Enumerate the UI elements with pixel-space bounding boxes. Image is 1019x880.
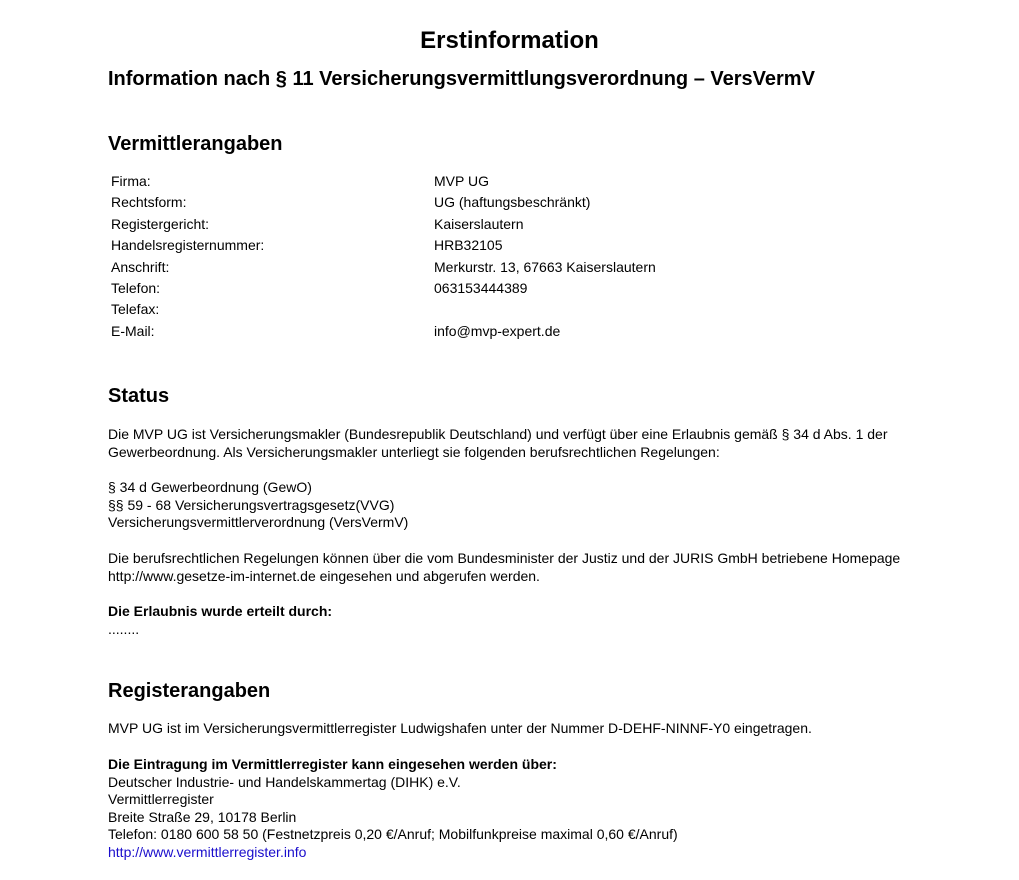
regulations-list [108,479,408,532]
register-view-label: Die Eintragung im Vermittlerregister kann eingesehen werden über: [108,756,557,772]
section-heading-status: Status [108,385,170,407]
permission-block [108,603,332,638]
register-entry-text [108,720,812,738]
row-label: Handelsregisternummer: [111,237,265,254]
row-value: 063153444389 [434,279,528,296]
status-intro-paragraph [108,426,887,461]
section-heading-register: Registerangaben [108,680,271,702]
row-label: Rechtsform: [111,194,187,211]
address-line: Breite Straße 29, 10178 Berlin [108,808,297,825]
paragraph-line: Die MVP UG ist Versicherungsmakler (Bundesrepublik Deutschland) und verfügt über eine Erlaubnis gemäß § 34 d Abs. 1 der [108,426,888,442]
row-value: HRB32105 [434,237,503,254]
paragraph-line: http://www.gesetze-im-internet.de eingesehen und abgerufen werden. [108,567,540,584]
document-subtitle: Information nach § 11 Versicherungsvermittlungsverordnung – VersVermV [108,68,815,90]
rules-paragraph [108,550,900,585]
regulation-item: §§ 59 - 68 Versicherungsvertragsgesetz(VVG) [108,496,395,513]
permission-label: Die Erlaubnis wurde erteilt durch: [108,603,333,619]
register-view-block [108,756,678,861]
row-label: Anschrift: [111,258,170,275]
row-label: Telefon: [111,279,161,296]
regulation-item: Versicherungsvermittlerverordnung (VersVermV) [108,514,409,530]
vermittlerregister-link[interactable]: http://www.vermittlerregister.info [108,843,307,860]
row-value: Merkurstr. 13, 67663 Kaiserslautern [434,258,656,275]
paragraph-line: Die berufsrechtlichen Regelungen können über die vom Bundesminister der Justiz und der JURIS GmbH betriebene Homepage [108,550,901,566]
row-value: UG (haftungsbeschränkt) [434,194,591,211]
row-label: Firma: [111,173,151,189]
permission-value: ........ [108,620,140,637]
row-label: Registergericht: [111,215,210,232]
section-heading-vermittler: Vermittlerangaben [108,133,283,155]
row-label: Telefax: [111,301,160,318]
address-line: Telefon: 0180 600 58 50 (Festnetzpreis 0,20 €/Anruf; Mobilfunkpreise maximal 0,60 €/Anruf) [108,826,678,842]
document-title: Erstinformation [420,27,599,54]
address-line: Deutscher Industrie- und Handelskammertag (DIHK) e.V. [108,773,461,790]
paragraph-line: Gewerbeordnung. Als Versicherungsmakler unterliegt sie folgenden berufsrechtlichen Regelungen: [108,443,720,460]
row-value: info@mvp-expert.de [434,322,561,339]
regulation-item: § 34 d Gewerbeordnung (GewO) [108,479,312,495]
row-value: MVP UG [434,173,489,189]
paragraph-line: MVP UG ist im Versicherungsvermittlerregister Ludwigshafen unter der Nummer D-DEHF-NINNF-Y0 eingetragen. [108,720,812,736]
row-value: Kaiserslautern [434,215,524,232]
address-line: Vermittlerregister [108,791,214,807]
row-label: E-Mail: [111,322,155,339]
